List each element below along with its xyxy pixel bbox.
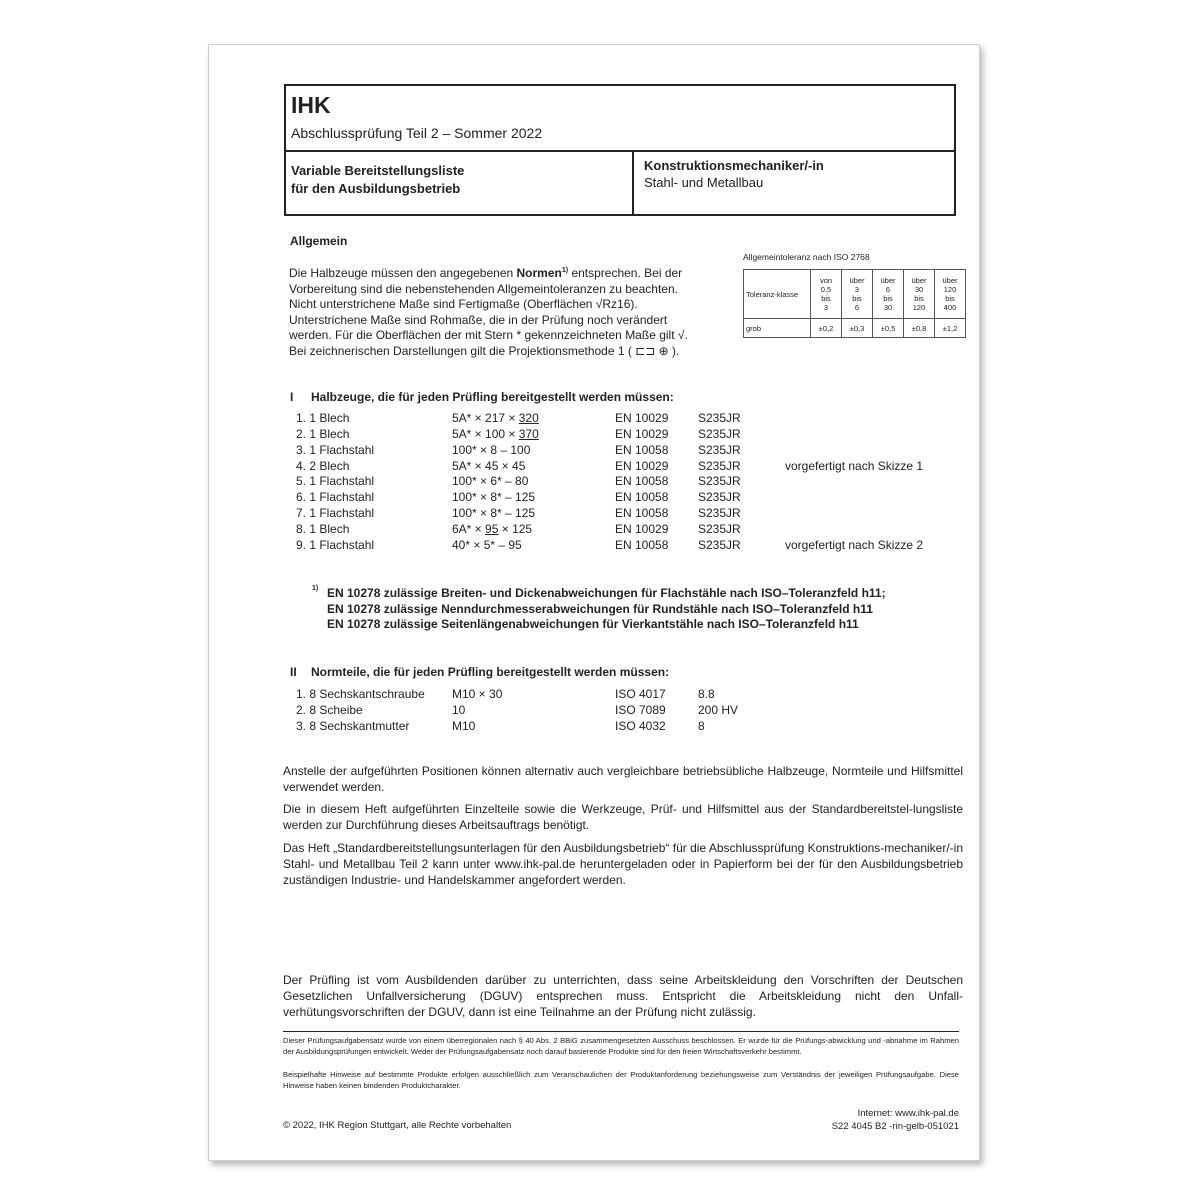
footer-code: S22 4045 B2 -rin-gelb-051021 [831, 1121, 959, 1132]
general-line-1b: entsprechen. Bei der [571, 266, 683, 280]
tolerance-value: ±0,8 [904, 319, 935, 338]
header-box [284, 84, 956, 216]
tolerance-table [743, 269, 966, 338]
general-line-2: Vorbereitung sind die nebenstehenden Allgemeintoleranzen zu beachten. [289, 281, 678, 296]
exam-title: Abschlussprüfung Teil 2 – Sommer 2022 [291, 125, 543, 141]
tolerance-header-row [744, 270, 966, 319]
tolerance-class-label: Toleranz-klasse [744, 270, 811, 319]
general-norm-word: Normen [516, 266, 562, 280]
tolerance-value: ±0,3 [842, 319, 873, 338]
section-1-number: I [290, 390, 294, 404]
paragraph-download-info: Das Heft „Standardbereitstellungsunterlagen für den Ausbildungsbetrieb“ für die Abschlussprüfung Konstruktions-mechaniker/-in Stahl- und Metallbau Teil 2 kann unter www.ihk-pal.de heruntergeladen oder in Papierform bei der für den Ausbildungsbetrieb zuständigen Industrie- und Handelskammer angefordert werden. [283, 841, 963, 887]
list-title [291, 162, 621, 198]
tolerance-value: ±0,5 [873, 319, 904, 338]
section-1-title: Halbzeuge, die für jeden Prüfling bereitgestellt werden müssen: [311, 390, 674, 404]
tolerance-range-cell: über 3 bis 6 [842, 270, 873, 319]
footnote-line-3: EN 10278 zulässige Seitenlängenabweichungen für Vierkantstähle nach ISO–Toleranzfeld h11 [327, 617, 859, 632]
tolerance-class-name: grob [744, 319, 811, 338]
tolerance-value: ±1,2 [935, 319, 966, 338]
general-line-3: Nicht unterstrichene Maße sind Fertigmaße (Oberflächen √Rz16). [289, 297, 638, 312]
general-text [289, 263, 729, 360]
header-divider [286, 150, 954, 152]
copyright-text: © 2022, IHK Region Stuttgart, alle Rechte vorbehalten [283, 1120, 512, 1131]
fine-print-legal: Dieser Prüfungsaufgabensatz wurde von einem überregionalen nach § 40 Abs. 2 BBiG zusammengesetzten Ausschuss beschlossen. Er wurde für die Prüfungs-abwicklung und -abnahme im Rahmen der Ausbildungsprüfungen entwickelt. Weder der Prüfungsaufgabensatz noch darauf basierende Produkte sind für den freien Wirtschaftsverkehr bestimmt. [283, 1036, 959, 1056]
tolerance-range-cell: über 6 bis 30 [873, 270, 904, 319]
document-page: IHK Abschlussprüfung Teil 2 – Sommer 2022 Variable Bereitstellungsliste für den Ausbildungsbetrieb Konstruktionsmechaniker/-in Stahl- und Metallbau Allgemein Die Halbzeuge müssen den angegebenen Normen$^{1)}$ entsprechen. Bei der Vorbereitung sind die nebenstehenden Allgemeintoleranzen zu beachten. Nicht unterstrichene Maße sind Fertigmaße (Oberflächen √Rz16). Unterstrichene Maße sind Rohmaße, die in der Prüfung noch verändert werden. Für die Oberflächen der mit Stern * gekennzeichneten Maße gilt √. Bei zeichnerischen Darstellungen gilt die Projektionsmethode 1 ( ⊏⊐ ⊕ ). Allgemeintoleranz nach ISO 2768 Toleranz-klasse von 0,5 bis 3 über 3 bis 6 über 6 bis 30 über 30 bis 120 über 120 bis 400 grob ±0,2 ±0,3 ±0,5 ±0,8 ±1,2 I Halbzeuge, die für jeden Prüfling bereitgestellt werden müssen: 1. 1 Blech 5A* × 217 × 320 EN 10029 S235JR 2. 1 Blech 5A* × 100 × 370 EN 10029 S235JR 3. 1 Flachstahl 100* × 8 – 100 EN 10058 S235JR 4. 2 Blech 5A* × 45 × 45 EN 10029 S235JR vorgefertigt nach Skizze 1 5. 1 Flachstahl 100* × 6* – 80 EN 10058 S235JR 6. 1 Flachstahl 100* × 8* – 125 EN 10058 S235JR 7. 1 Flachstahl 100* × 8* – 125 EN 10058 S235JR 8. 1 Blech 6A* × 95 × 125 EN 10029 S235JR 9. 1 Flachstahl 40* × 5* – 95 EN 10058 S235JR vorgefertigt nach Skizze 2 1) EN 10278 zulässige Breiten- und Dickenabweichungen für Flachstähle nach ISO–Toleranzfeld h11; EN 10278 zulässige Nenndurchmesserabweichungen für Rundstähle nach ISO–Toleranzfeld h11 EN 10278 zulässige Seitenlängenabweichungen für Vierkantstähle nach ISO–Toleranzfeld h11 II Normteile, die für jeden Prüfling bereitgestellt werden müssen: 1. 8 Sechskantschraube M10 × 30 ISO 4017 8.8 2. 8 Scheibe 10 ISO 7089 200 HV 3. 8 Sechskantmutter M10 ISO 4032 8 Anstelle der aufgeführten Positionen können alternativ auch vergleichbare betriebsübliche Halbzeuge, Normteile und Hilfsmittel verwendet werden. Die in diesem Heft aufgeführten Einzelteile sowie die Werkzeuge, Prüf- und Hilfsmittel aus der Standardbereitstel-lungsliste werden zur Durchführung dieses Arbeitsauftrags benötigt. Das Heft „Standardbereitstellungsunterlagen für den Ausbildungsbetrieb“ für die Abschlussprüfung Konstruktions-mechaniker/-in Stahl- und Metallbau Teil 2 kann unter www.ihk-pal.de heruntergeladen oder in Papierform bei der für den Ausbildungsbetrieb zuständigen Industrie- und Handelskammer angefordert werden. Der Prüfling ist vom Ausbildenden darüber zu unterrichten, dass seine Arbeitskleidung den Vorschriften der Deutschen Gesetzlichen Unfallversicherung (DGUV) entsprechen muss. Entspricht die Arbeitskleidung nicht den Unfall-verhütungsvorschriften der DGUV, dann ist eine Teilnahme an der Prüfung nicht zulässig. Dieser Prüfungsaufgabensatz wurde von einem überregionalen nach § 40 Abs. 2 BBiG zusammengesetzten Ausschuss beschlossen. Er wurde für die Prüfungs-abwicklung und -abnahme im Rahmen der Ausbildungsprüfungen entwickelt. Weder der Prüfungsaufgabensatz noch darauf basierende Produkte sind für den freien Wirtschaftsverkehr bestimmt. Beispielhafte Hinweise auf bestimmte Produkte erfolgen ausschließlich zum Veranschaulichen der Produktanforderung beziehungsweise zum Verständnis der jeweiligen Prüfungsaufgabe. Diese Hinweise haben keinen bindenden Produktcharakter. © 2022, IHK Region Stuttgart, alle Rechte vorbehalten Internet: www.ihk-pal.de S22 4045 B2 -rin-gelb-051021 [208, 44, 980, 1161]
footer-divider [283, 1031, 959, 1032]
paragraph-alternatives: Anstelle der aufgeführten Positionen können alternativ auch vergleichbare betriebsübliche Halbzeuge, Normteile und Hilfsmittel verwendet werden. [283, 764, 963, 794]
footnote-line-2: EN 10278 zulässige Nenndurchmesserabweichungen für Rundstähle nach ISO–Toleranzfeld h11 [327, 601, 873, 616]
tolerance-range-cell: über 30 bis 120 [904, 270, 935, 319]
paragraph-workwear: Der Prüfling ist vom Ausbildenden darüber zu unterrichten, dass seine Arbeitskleidung den Vorschriften der Deutschen Gesetzlichen Unfallversicherung (DGUV) entsprechen muss. Entspricht die Arbeitskleidung nicht den Unfall-verhütungsvorschriften der DGUV, dann ist eine Teilnahme an der Prüfung nicht zulässig. [283, 973, 963, 1019]
list-title-line-1: Variable Bereitstellungsliste [291, 163, 465, 178]
tolerance-range-cell: über 120 bis 400 [935, 270, 966, 319]
header-column-divider [632, 150, 634, 214]
general-line-6: Bei zeichnerischen Darstellungen gilt die Projektionsmethode 1 ( ⊏⊐ ⊕ ). [289, 343, 680, 358]
section-2-title: Normteile, die für jeden Prüfling bereitgestellt werden müssen: [311, 665, 670, 679]
profession-title: Konstruktionsmechaniker/-in [644, 158, 824, 173]
footnote-marker: 1) [312, 585, 319, 592]
tolerance-caption: Allgemeintoleranz nach ISO 2768 [743, 252, 870, 262]
fine-print-products: Beispielhafte Hinweise auf bestimmte Produkte erfolgen ausschließlich zum Veranschaulichen der Produktanforderung beziehungsweise zum Verständnis der jeweiligen Prüfungsaufgabe. Diese Hinweise haben keinen bindenden Produktcharakter. [283, 1070, 959, 1090]
tolerance-value: ±0,2 [811, 319, 842, 338]
footnote-line-1: EN 10278 zulässige Breiten- und Dickenabweichungen für Flachstähle nach ISO–Toleranzfeld h11; [327, 586, 886, 600]
general-line-1a: Die Halbzeuge müssen den angegebenen [289, 266, 514, 280]
tolerance-value-row [744, 319, 966, 338]
general-heading: Allgemein [290, 234, 348, 248]
paragraph-required-items: Die in diesem Heft aufgeführten Einzelteile sowie die Werkzeuge, Prüf- und Hilfsmittel aus der Standardbereitstel-lungsliste werden zur Durchführung dieses Arbeitsauftrags benötigt. [283, 802, 963, 832]
list-title-line-2: für den Ausbildungsbetrieb [291, 181, 461, 196]
tolerance-range-cell: von 0,5 bis 3 [811, 270, 842, 319]
footer-internet: Internet: www.ihk-pal.de [857, 1108, 959, 1119]
profession-subtitle: Stahl- und Metallbau [644, 175, 764, 190]
brand-title: IHK [291, 92, 331, 118]
general-line-5: werden. Für die Oberflächen der mit Stern * gekennzeichneten Maße gilt √. [289, 328, 688, 343]
general-norm-footnote: 1) [561, 267, 569, 274]
section-2-number: II [290, 665, 297, 679]
general-line-4: Unterstrichene Maße sind Rohmaße, die in der Prüfung noch verändert [289, 312, 668, 327]
footnote-text [327, 586, 886, 633]
